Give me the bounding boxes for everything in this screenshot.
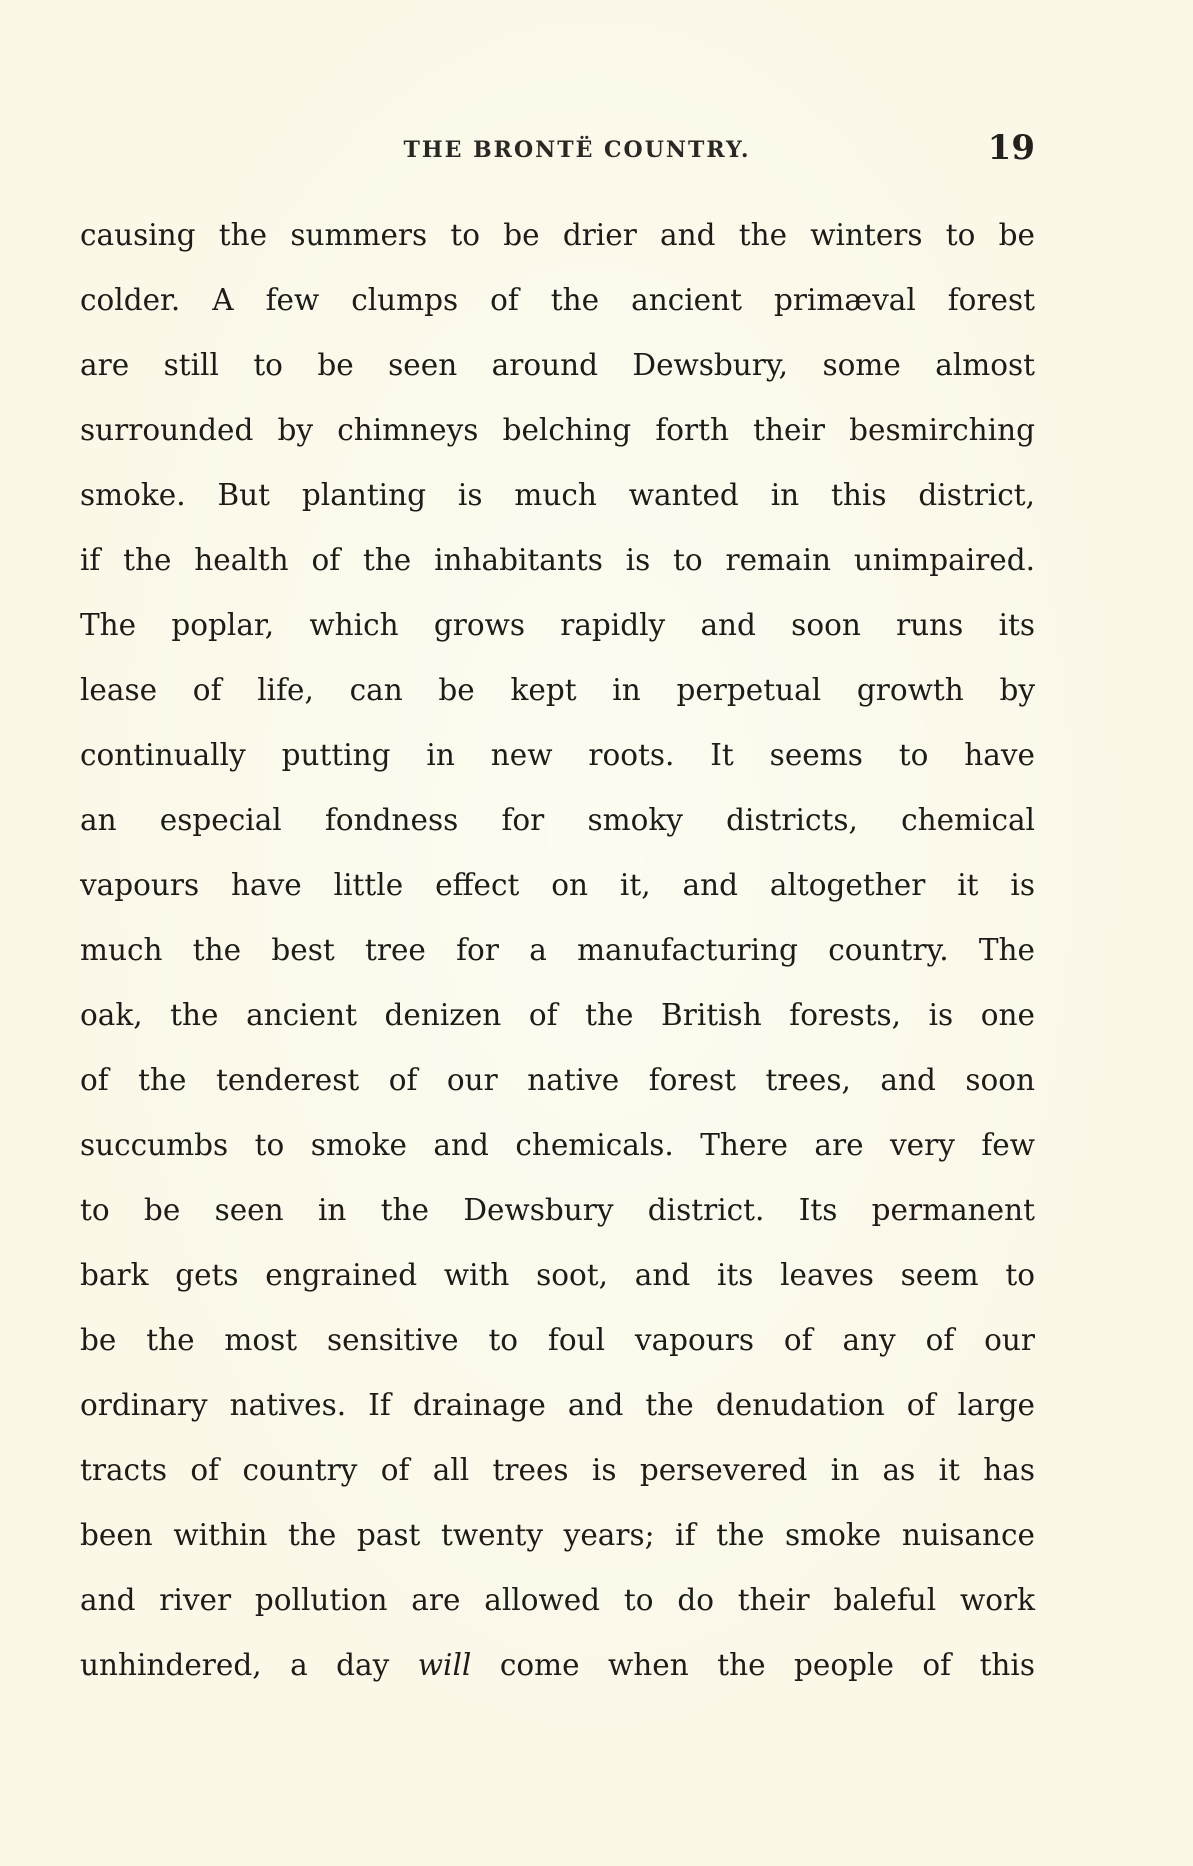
text-line: if the health of the inhabitants is to remain unimpaired. bbox=[80, 543, 1035, 577]
text-line: lease of life, can be kept in perpetual growth by bbox=[80, 673, 1035, 707]
text-segment: come when the people of this bbox=[471, 1648, 1036, 1682]
running-title: THE BRONTË COUNTRY. bbox=[403, 137, 751, 163]
text-line: ordinary natives. If drainage and the denudation of large bbox=[80, 1388, 1035, 1422]
text-line: smoke. But planting is much wanted in this district, bbox=[80, 478, 1035, 512]
text-line: much the best tree for a manufacturing country. The bbox=[80, 933, 1035, 967]
text-line: of the tenderest of our native forest trees, and soon bbox=[80, 1063, 1035, 1097]
page-number: 19 bbox=[987, 128, 1035, 168]
text-line: vapours have little effect on it, and altogether it is bbox=[80, 868, 1035, 902]
text-line: surrounded by chimneys belching forth their besmirching bbox=[80, 413, 1035, 447]
text-line: an especial fondness for smoky districts, chemical bbox=[80, 803, 1035, 837]
emphasized-word: will bbox=[417, 1648, 472, 1682]
text-line: continually putting in new roots. It seems to have bbox=[80, 738, 1035, 772]
text-line-last bbox=[80, 1633, 1035, 1698]
text-line: tracts of country of all trees is persevered in as it has bbox=[80, 1453, 1035, 1487]
text-line: oak, the ancient denizen of the British forests, is one bbox=[80, 998, 1035, 1032]
text-line: been within the past twenty years; if the smoke nuisance bbox=[80, 1518, 1035, 1552]
text-line: succumbs to smoke and chemicals. There are very few bbox=[80, 1128, 1035, 1162]
text-line: The poplar, which grows rapidly and soon runs its bbox=[80, 608, 1035, 642]
text-line: and river pollution are allowed to do their baleful work bbox=[80, 1583, 1035, 1617]
body-paragraph bbox=[80, 203, 1035, 1698]
text-line: be the most sensitive to foul vapours of any of our bbox=[80, 1323, 1035, 1357]
text-line: bark gets engrained with soot, and its leaves seem to bbox=[80, 1258, 1035, 1292]
running-head bbox=[77, 128, 1037, 172]
text-line: colder. A few clumps of the ancient primæval forest bbox=[80, 283, 1035, 317]
text-segment: unhindered, a day bbox=[80, 1648, 418, 1682]
text-line: to be seen in the Dewsbury district. Its permanent bbox=[80, 1193, 1035, 1227]
text-line: are still to be seen around Dewsbury, some almost bbox=[80, 348, 1035, 382]
text-line: causing the summers to be drier and the winters to be bbox=[80, 218, 1035, 252]
